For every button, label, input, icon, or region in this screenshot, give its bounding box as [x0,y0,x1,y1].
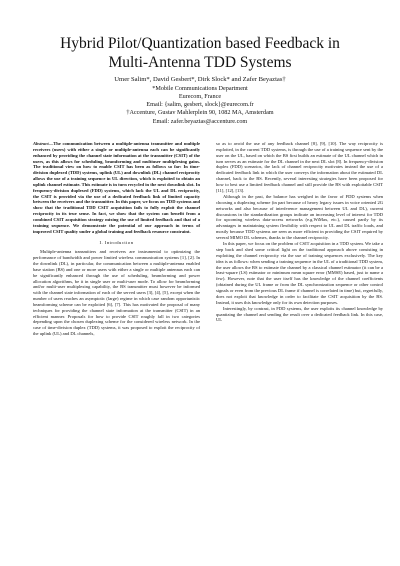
intro-paragraph: Multiple-antenna transmitters and receivers are instrumental to optimizing the performance of bandwidth and power limited wireless communication systems [1], [2]. In the downlink (DL), in particular, the communication between a multiple-antenna enabled base station (BS) and one or more users with either a single or multiple antennas each can be significantly enhanced through the use of scheduling, beamforming and power allocation algorithms, be it in single user or multi-user mode. To allow for beamforming and/or multi-user multiplexing capability, the BS transmitter must however be informed with the channel state information of each of the served users [3], [4], [5], except when the number of users reaches an asymptotic (large) regime in which case random opportunistic beamforming scheme can be exploited [6], [7]. This has motivated the proposal of many techniques for providing the channel state information at the transmitter (CSIT) in an efficient manner. Proposals for how to provide CSIT roughly fall in two categories depending upon the chosen duplexing scheme for the considered wireless network. In the case of time-division duplex (TDD) systems, it was proposed to exploit the reciprocity of the uplink (UL) and DL channels, [33,249,200,337]
title-line-2: Multi-Antenna TDD Systems [108,54,292,71]
abstract-label: Abstract [33,141,49,146]
affiliation-line: *Mobile Communications Department [152,84,248,92]
body-paragraph: so as to avoid the use of any feedback channel [8], [9], [10]. The way reciprocity is exploited, in the current TDD systems, is through the use of a training sequence sent by the user on the UL, based on which the BS first builds an estimate of the UL channel which in turn serves as an estimate for the DL channel in the next DL slot [8]. In frequency-division duplex (FDD) scenarios, the lack of channel reciprocity motivates instead the use of a dedicated feedback link in which the user conveys the information about the estimated DL channel, back to the BS. Recently, several interesting strategies have been proposed for how to best use a limited feedback channel and still provide the BS with exploitable CSIT [11], [12], [13]. [216,141,383,193]
abstract [33,141,200,235]
affiliation-line: Eurecom, France [178,92,222,100]
affiliation-line: Email: zafer.beyaztas@accenture.com [152,117,248,125]
body-paragraph: In this paper, we focus on the problem of CSIT acquisition in a TDD system. We take a step back and shed some critical light on the traditional approach above consisting in exploiting the channel reciprocity via the use of training sequences exclusively. The key idea is as follows: when sending a training sequence in the UL of a traditional TDD system, the user allows the BS to estimate the channel by a classical channel estimator (it can be a least-square (LS) estimator or minimum mean square error (MMSE) based, just to name a few). However, note that the user itself has the knowledge of the channel coefficients (obtained during the UL frame or from the DL synchronization sequence or other control signals or even from the previous DL frame if channel is correlated in time) but, regretfully, does not exploit that knowledge in order to facilitate the CSIT acquisition by the BS. Instead, it uses this knowledge only for its own detection purposes. [216,241,383,305]
title-line-1: Hybrid Pilot/Quantization based Feedback in [60,35,340,52]
author-block [20,76,380,126]
right-column [216,141,383,324]
left-column [33,141,200,337]
section-heading: I. Introduction [99,239,134,245]
abstract-text: —The communication between a multiple-antenna transmitter and multiple receivers (users) with either a single or multiple-antenna each can be significantly enhanced by providing the channel state information at the transmitter (CSIT) of the users, as this allows for scheduling, beamforming and multiuser multiplexing gains. The traditional view on how to enable CSIT has been as follows so far: In time-division duplexed (TDD) systems, uplink (UL) and downlink (DL) channel reciprocity allows the use of a training sequence in UL direction, which is exploited to obtain an uplink channel estimate. This estimate is in turn recycled in the next downlink slot. In frequency-division duplexed (FDD) systems, which lack the UL and DL reciprocity, the CSIT is provided via the use of a dedicated feedback link of limited capacity between the receivers and the transmitter. In this paper, we focus on TDD systems and show that the traditional TDD CSIT acquisition fails to fully exploit the channel reciprocity in its true sense. In fact, we show that the system can benefit from a combined CSIT acquisition strategy mixing the use of limited feedback and that of a training sequence. We demonstrate the potential of our approach in terms of improved CSIT quality under a global training and feedback resource constraint. [33,141,200,234]
body-paragraph: Although in the past, the balance has weighed in the favor of FDD systems when choosing a duplexing scheme (in part because of heavy legacy issues in voice oriented 2G networks and also because of interference management between UL and DL), current discussions in the standardization groups indicate an increasing level of interest for TDD for upcoming wireless data-access networks (e.g.WiMax, etc.), caused partly by its advantages in maintaining system flexibility with respect to UL and DL traffic loads, and mostly because TDD systems are seen as more efficient in providing the CSIT required by several MIMO DL schemes, thanks to the channel reciprocity. [216,193,383,240]
affiliation-line: Email: {salim, gesbert, slock}@eurecom.fr [146,101,254,109]
paper-title [20,34,380,72]
affiliation-line: †Accenture, Gustav Mahlerplein 90, 1082 MA, Amsterdam [126,109,274,117]
author-names: Umer Salim*, David Gesbert*, Dirk Slock* and Zafer Beyaztas† [114,76,286,83]
body-paragraph: Interestingly, by contrast, in FDD systems, the user exploits its channel knowledge by quantizing the channel and sending the result over a dedicated feedback link. In this case, UL [216,305,383,323]
